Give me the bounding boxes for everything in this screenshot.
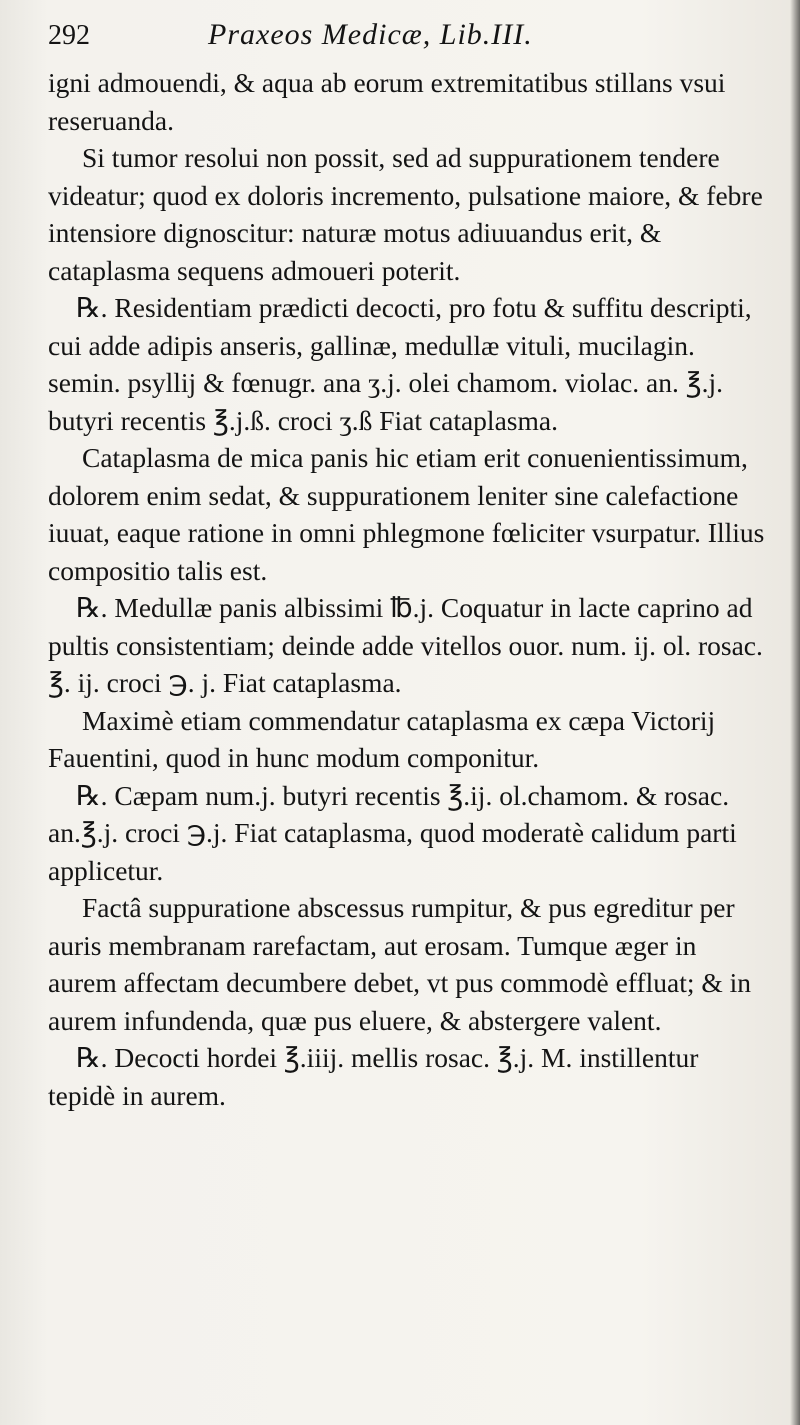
recipe-paragraph: ℞. Cæpam num.j. butyri recentis ℥.ij. ol.chamom. & rosac. an.℥.j. croci ℈.j. Fiat cataplasma, quod moderatè calidum parti applicetur. — [48, 779, 737, 886]
paragraph: Factâ suppuratione abscessus rumpitur, & pus egreditur per auris membranam rarefactam, aut erosam. Tumque æger in aurem affectam decumbere debet, vt pus commodè effluat; & in aurem infundenda, quæ pus eluere, & abstergere valent. — [48, 892, 752, 1036]
paragraph: Cataplasma de mica panis hic etiam erit conuenientissimum, dolorem enim sedat, & suppurationem leniter sine calefactione iuuat, eaque ratione in omni phlegmone fœliciter vsurpatur. Illius compositio talis est. — [48, 442, 765, 586]
paragraph: Si tumor resolui non possit, sed ad suppurationem tendere videatur; quod ex doloris incremento, pulsatione maiore, & febre intensiore dignoscitur: naturæ motus adiuuandus erit, & cataplasma sequens admoueri poterit. — [48, 142, 763, 286]
recipe-paragraph: ℞. Decocti hordei ℥.iiij. mellis rosac. ℥.j. M. instillentur tepidè in aurem. — [48, 1042, 699, 1111]
paragraph: Maximè etiam commendatur cataplasma ex cæpa Victorij Fauentini, quod in hunc modum componitur. — [48, 704, 716, 773]
running-title: Praxeos Medicæ, Lib.III. — [208, 18, 533, 51]
paragraph: igni admouendi, & aqua ab eorum extremitatibus stillans vsui reseruanda. — [48, 67, 726, 136]
page-number: 292 — [48, 20, 90, 51]
recipe-paragraph: ℞. Medullæ panis albissimi ℔.j. Coquatur in lacte caprino ad pultis consistentiam; deinde adde vitellos ouor. num. ij. ol. rosac. ℥. ij. croci ℈. j. Fiat cataplasma. — [48, 592, 763, 698]
page-header — [48, 18, 770, 64]
page-body — [48, 64, 770, 1114]
recipe-paragraph: ℞. Residentiam prædicti decocti, pro fotu & suffitu descripti, cui adde adipis anseris, gallinæ, medullæ vituli, mucilagin. semin. psyllij & fœnugr. ana ʒ.j. olei chamom. violac. an. ℥.j. butyri recentis ℥.j.ß. croci ʒ.ß Fiat cataplasma. — [48, 292, 752, 436]
